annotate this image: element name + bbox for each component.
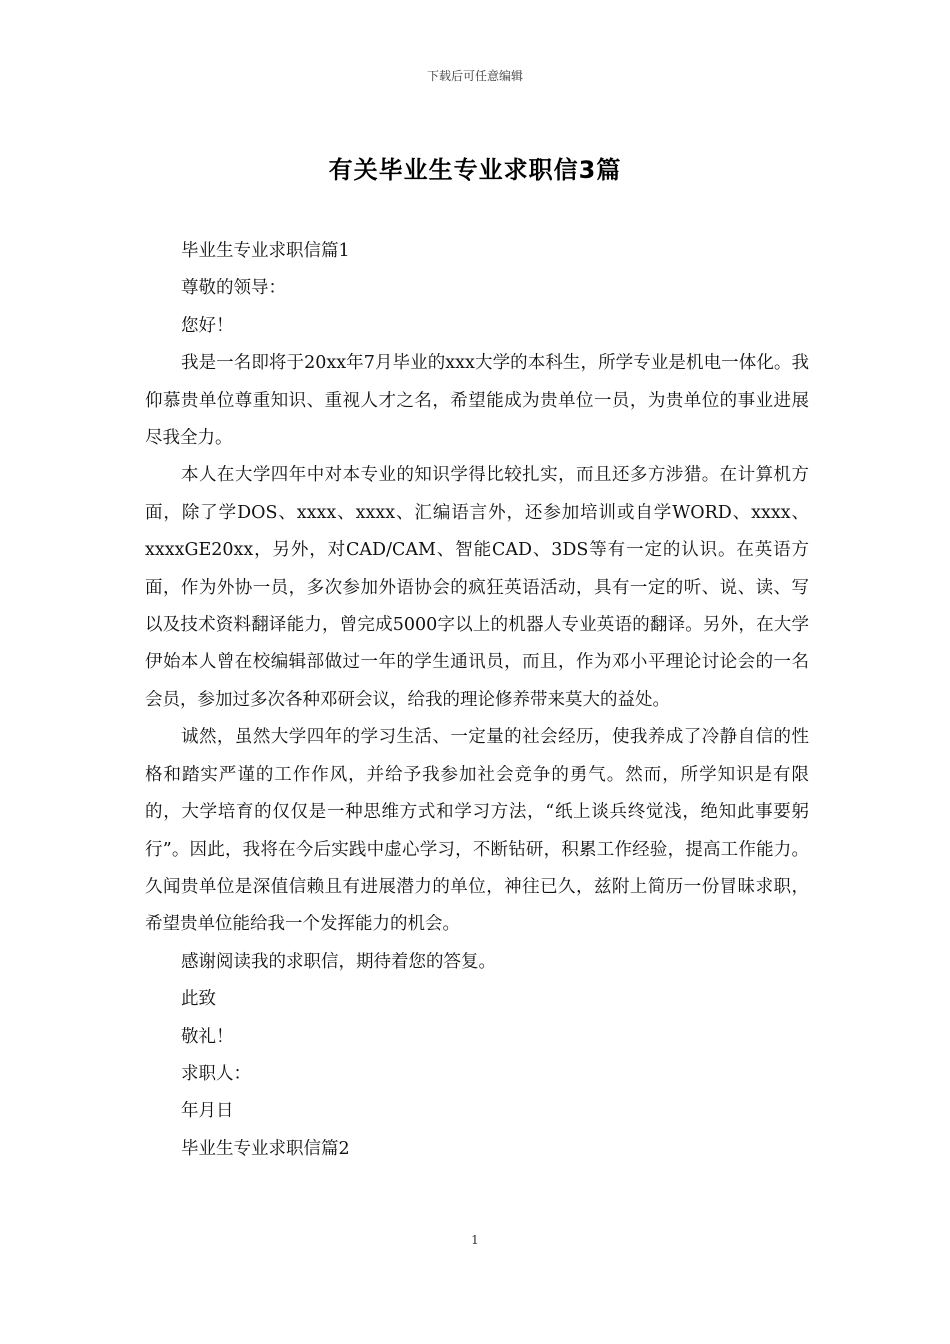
closing-salute: 敬礼！ bbox=[181, 1026, 234, 1047]
salutation: 尊敬的领导： bbox=[181, 278, 286, 299]
letter-body bbox=[145, 233, 809, 1168]
section-heading-1: 毕业生专业求职信篇1 bbox=[181, 241, 350, 261]
greeting: 您好！ bbox=[181, 315, 234, 336]
body-paragraph: 诚然，虽然大学四年的学习生活、一定量的社会经历，使我养成了冷静自信的性格和踏实严谨的工作作风，并给予我参加社会竞争的勇气。然而，所学知识是有限的，大学培育的仅仅是一种思维方式和学习方法，“纸上谈兵终觉浅，绝知此事要躬行”。因此，我将在今后实践中虚心学习，不断钻研，积累工作经验，提高工作能力。久闻贵单位是深值信赖且有进展潜力的单位，神往已久，兹附上简历一份冒昧求职，希望贵单位能给我一个发挥能力的机会。 bbox=[145, 727, 809, 935]
date-label: 年月日 bbox=[181, 1101, 234, 1122]
page-number: 1 bbox=[471, 1233, 479, 1247]
document-title: 有关毕业生专业求职信3篇 bbox=[328, 156, 622, 184]
signature-label: 求职人： bbox=[181, 1063, 251, 1084]
closing-regards: 此致 bbox=[181, 989, 216, 1010]
closing-thanks: 感谢阅读我的求职信，期待着您的答复。 bbox=[181, 951, 496, 972]
section-heading-2: 毕业生专业求职信篇2 bbox=[181, 1138, 350, 1159]
body-paragraph: 我是一名即将于20xx年7月毕业的xxx大学的本科生，所学专业是机电一体化。我仰慕贵单位尊重知识、重视人才之名，希望能成为贵单位一员，为贵单位的事业进展尽我全力。 bbox=[145, 353, 809, 449]
body-paragraph: 本人在大学四年中对本专业的知识学得比较扎实，而且还多方涉猎。在计算机方面，除了学DOS、xxxx、xxxx、汇编语言外，还参加培训或自学WORD、xxxx、xxxxGE20xx，另外，对CAD/CAM、智能CAD、3DS等有一定的认识。在英语方面，作为外协一员，多次参加外语协会的疯狂英语活动，具有一定的听、说、读、写以及技术资料翻译能力，曾完成5000字以上的机器人专业英语的翻译。另外，在大学伊始本人曾在校编辑部做过一年的学生通讯员，而且，作为邓小平理论讨论会的一名会员，参加过多次各种邓研会议，给我的理论修养带来莫大的益处。 bbox=[145, 465, 809, 710]
header-note: 下载后可任意编辑 bbox=[426, 69, 523, 83]
